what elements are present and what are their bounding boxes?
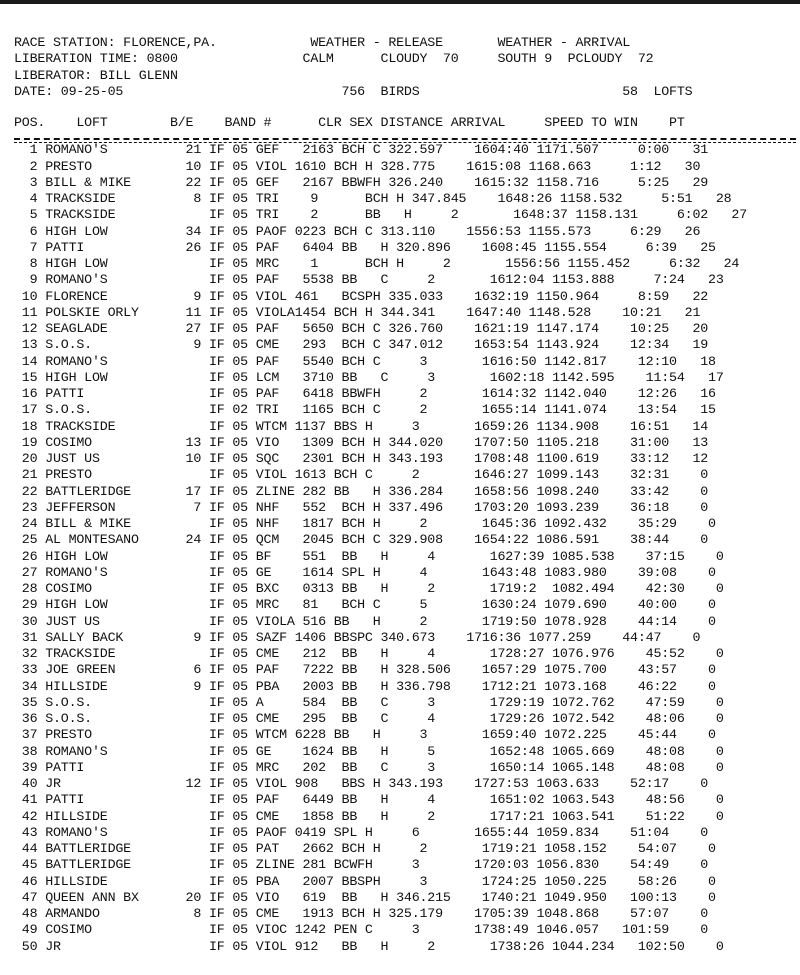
result-row: 32 TRACKSIDE IF 05 CME 212 BB H 4 1728:27 1076.976 45:52 0	[14, 647, 724, 662]
result-row: 12 SEAGLADE 27 IF 05 PAF 5650 BCH C 326.760 1621:19 1147.174 10:25 20	[14, 322, 709, 337]
header-line-1: RACE STATION: FLORENCE,PA. WEATHER - RELEASE WEATHER - ARRIVAL	[14, 36, 631, 51]
result-row: 22 BATTLERIDGE 17 IF 05 ZLINE 282 BB H 336.284 1658:56 1098.240 33:42 0	[14, 484, 709, 500]
scan-top-edge	[0, 0, 800, 4]
result-row: 20 JUST US 10 IF 05 SQC 2301 BCH H 343.193 1708:48 1100.619 33:12 12	[14, 452, 709, 467]
result-row: 9 ROMANO'S IF 05 PAF 5538 BB C 2 1612:04 1153.888 7:24 23	[14, 273, 724, 289]
result-row: 25 AL MONTESANO 24 IF 05 QCM 2045 BCH C 329.908 1654:22 1086.591 38:44 0	[14, 533, 709, 549]
result-row: 10 FLORENCE 9 IF 05 VIOL 461 BCSPH 335.033 1632:19 1150.964 8:59 22	[14, 289, 709, 305]
result-row: 39 PATTI IF 05 MRC 202 BB C 3 1650:14 1065.148 48:08 0	[14, 760, 724, 776]
result-row: 28 COSIMO IF 05 BXC 0313 BB H 2 1719:2 1082.494 42:30 0	[14, 582, 724, 597]
result-row: 16 PATTI IF 05 PAF 6418 BBWFH 2 1614:32 1142.040 12:26 16	[14, 387, 716, 402]
result-row: 1 ROMANO'S 21 IF 05 GEF 2163 BCH C 322.597 1604:40 1171.507 0:00 31	[14, 143, 709, 159]
result-row: 44 BATTLERIDGE IF 05 PAT 2662 BCH H 2 1719:21 1058.152 54:07 0	[14, 842, 716, 857]
result-row: 14 ROMANO'S IF 05 PAF 5540 BCH C 3 1616:50 1142.817 12:10 18	[14, 354, 716, 370]
result-row: 24 BILL & MIKE IF 05 NHF 1817 BCH H 2 1645:36 1092.432 35:29 0	[14, 517, 716, 532]
header-line-3: LIBERATOR: BILL GLENN	[14, 68, 178, 84]
result-row: 48 ARMANDO 8 IF 05 CME 1913 BCH H 325.179 1705:39 1048.868 57:07 0	[14, 907, 709, 922]
result-row: 7 PATTI 26 IF 05 PAF 6404 BB H 320.896 1608:45 1155.554 6:39 25	[14, 240, 716, 256]
result-row: 6 HIGH LOW 34 IF 05 PAOF 0223 BCH C 313.110 1556:53 1155.573 6:29 26	[14, 224, 701, 240]
result-row: 27 ROMANO'S IF 05 GE 1614 SPL H 4 1643:48 1083.980 39:08 0	[14, 565, 716, 581]
result-row: 15 HIGH LOW IF 05 LCM 3710 BB C 3 1602:18 1142.595 11:54 17	[14, 370, 724, 386]
result-row: 3 BILL & MIKE 22 IF 05 GEF 2167 BBWFH 326.240 1615:32 1158.716 5:25 29	[14, 175, 709, 191]
race-report-sheet	[14, 36, 800, 956]
column-header: POS. LOFT B/E BAND # CLR SEX DISTANCE ARRIVAL SPEED TO WIN PT	[14, 116, 685, 131]
header-line-2: LIBERATION TIME: 0800 CALM CLOUDY 70 SOUTH 9 PCLOUDY 72	[14, 52, 654, 68]
results-table	[14, 143, 800, 956]
result-row: 36 S.O.S. IF 05 CME 295 BB C 4 1729:26 1072.542 48:06 0	[14, 712, 724, 727]
result-row: 13 S.O.S. 9 IF 05 CME 293 BCH C 347.012 1653:54 1143.924 12:34 19	[14, 338, 709, 354]
result-row: 49 COSIMO IF 05 VIOC 1242 PEN C 3 1738:49 1046.057 101:59 0	[14, 923, 709, 939]
separator-line	[14, 132, 796, 140]
result-row: 11 POLSKIE ORLY 11 IF 05 VIOLA1454 BCH H 344.341 1647:40 1148.528 10:21 21	[14, 305, 701, 321]
result-row: 38 ROMANO'S IF 05 GE 1624 BB H 5 1652:48 1065.669 48:08 0	[14, 744, 724, 760]
result-row: 30 JUST US IF 05 VIOLA 516 BB H 2 1719:50 1078.928 44:14 0	[14, 614, 716, 630]
result-row: 17 S.O.S. IF 02 TRI 1165 BCH C 2 1655:14 1141.074 13:54 15	[14, 403, 716, 419]
result-row: 41 PATTI IF 05 PAF 6449 BB H 4 1651:02 1063.543 48:56 0	[14, 793, 724, 809]
result-row: 37 PRESTO IF 05 WTCM 6228 BB H 3 1659:40 1072.225 45:44 0	[14, 728, 716, 744]
result-row: 46 HILLSIDE IF 05 PBA 2007 BBSPH 3 1724:25 1050.225 58:26 0	[14, 874, 716, 890]
result-row: 50 JR IF 05 VIOL 912 BB H 2 1738:26 1044.234 102:50 0	[14, 939, 724, 955]
result-row: 8 HIGH LOW IF 05 MRC 1 BCH H 2 1556:56 1155.452 6:32 24	[14, 257, 740, 272]
result-row: 26 HIGH LOW IF 05 BF 551 BB H 4 1627:39 1085.538 37:15 0	[14, 549, 724, 565]
result-row: 33 JOE GREEN 6 IF 05 PAF 7222 BB H 328.506 1657:29 1075.700 43:57 0	[14, 663, 716, 679]
result-row: 21 PRESTO IF 05 VIOL 1613 BCH C 2 1646:27 1099.143 32:31 0	[14, 468, 709, 484]
result-row: 2 PRESTO 10 IF 05 VIOL 1610 BCH H 328.775 1615:08 1168.663 1:12 30	[14, 159, 701, 175]
result-row: 35 S.O.S. IF 05 A 584 BB C 3 1729:19 1072.762 47:59 0	[14, 695, 724, 711]
result-row: 18 TRACKSIDE IF 05 WTCM 1137 BBS H 3 1659:26 1134.908 16:51 14	[14, 419, 709, 435]
result-row: 31 SALLY BACK 9 IF 05 SAZF 1406 BBSPC 340.673 1716:36 1077.259 44:47 0	[14, 630, 701, 646]
header-line-4: DATE: 09-25-05 756 BIRDS 58 LOFTS	[14, 84, 693, 100]
report-header	[14, 36, 800, 100]
result-row: 5 TRACKSIDE IF 05 TRI 2 BB H 2 1648:37 1158.131 6:02 27	[14, 208, 748, 224]
result-row: 34 HILLSIDE 9 IF 05 PBA 2003 BB H 336.798 1712:21 1073.168 46:22 0	[14, 679, 716, 695]
result-row: 4 TRACKSIDE 8 IF 05 TRI 9 BCH H 347.845 1648:26 1158.532 5:51 28	[14, 192, 732, 207]
result-row: 43 ROMANO'S IF 05 PAOF 0419 SPL H 6 1655:44 1059.834 51:04 0	[14, 825, 709, 841]
result-row: 45 BATTLERIDGE IF 05 ZLINE 281 BCWFH 3 1720:03 1056.830 54:49 0	[14, 858, 709, 874]
result-row: 19 COSIMO 13 IF 05 VIO 1309 BCH H 344.020 1707:50 1105.218 31:00 13	[14, 435, 709, 451]
result-row: 40 JR 12 IF 05 VIOL 908 BBS H 343.193 1727:53 1063.633 52:17 0	[14, 777, 709, 792]
result-row: 29 HIGH LOW IF 05 MRC 81 BCH C 5 1630:24 1079.690 40:00 0	[14, 598, 716, 614]
result-row: 47 QUEEN ANN BX 20 IF 05 VIO 619 BB H 346.215 1740:21 1049.950 100:13 0	[14, 890, 716, 906]
result-row: 23 JEFFERSON 7 IF 05 NHF 552 BCH H 337.496 1703:20 1093.239 36:18 0	[14, 500, 709, 516]
result-row: 42 HILLSIDE IF 05 CME 1858 BB H 2 1717:21 1063.541 51:22 0	[14, 809, 724, 825]
